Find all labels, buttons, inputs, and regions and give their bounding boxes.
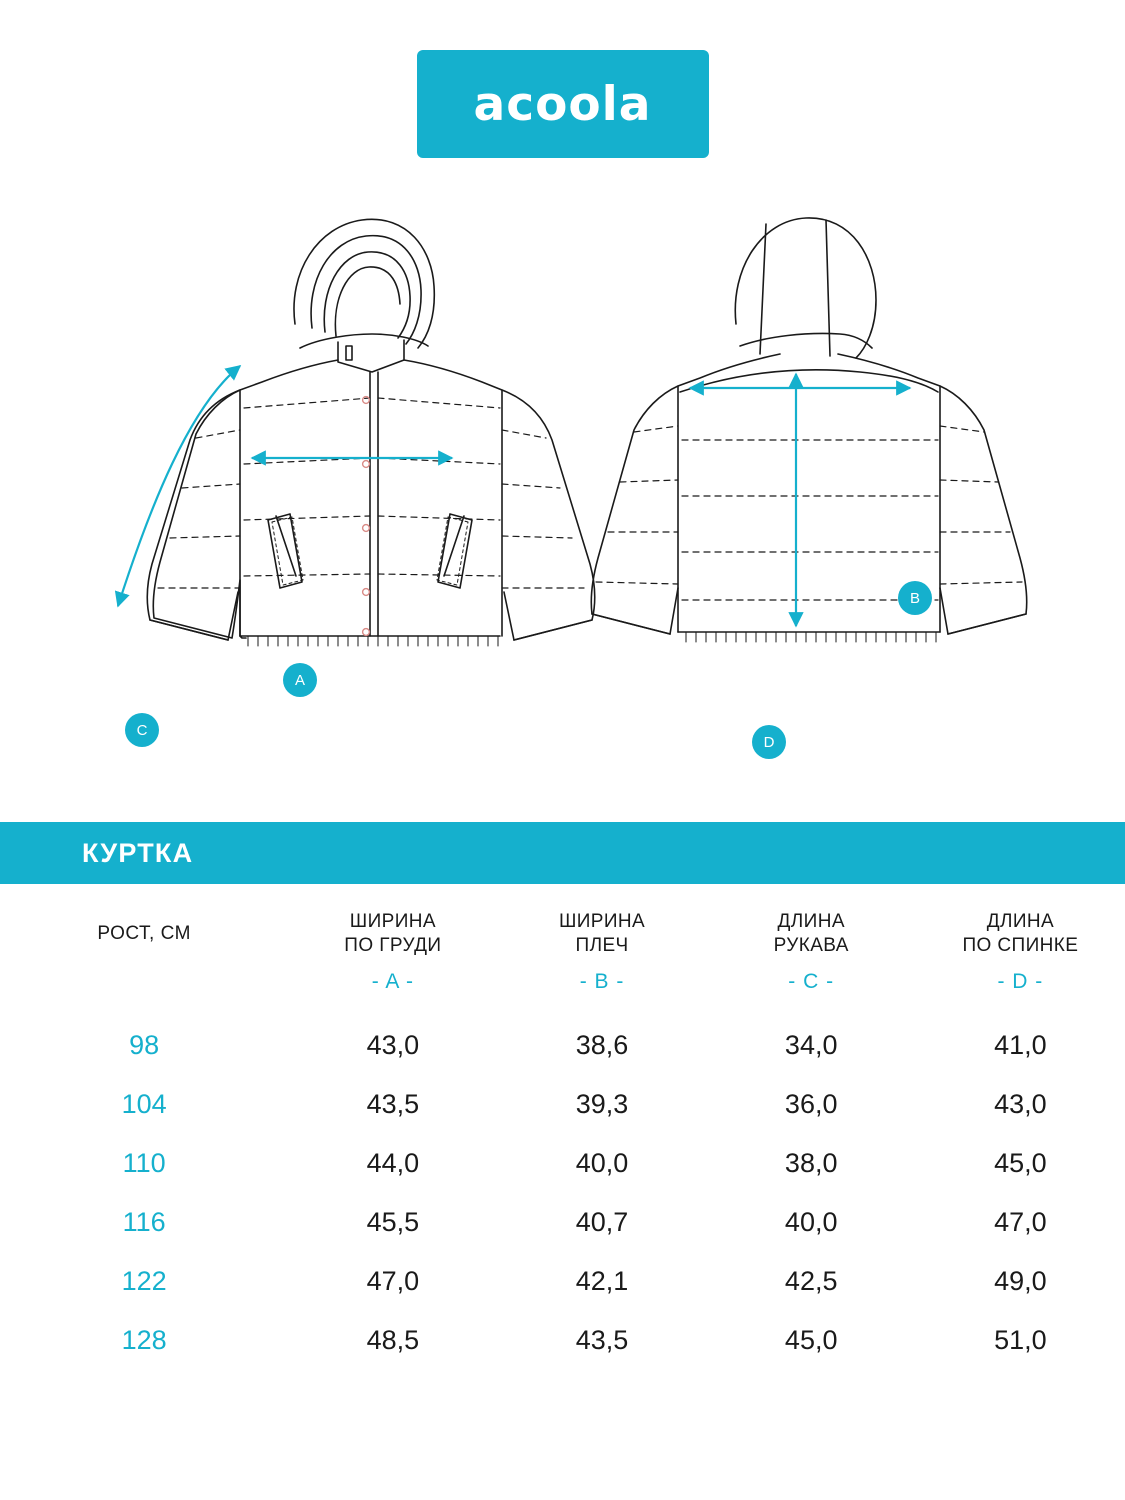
cell-sleeve-length: 34,0 <box>784 1029 838 1060</box>
column-header-chest-width <box>288 896 497 969</box>
column-header-sleeve-length <box>707 896 916 969</box>
cell-chest-width: 44,0 <box>366 1147 420 1178</box>
table-letters-row <box>0 969 1125 1016</box>
cell-back-length: 41,0 <box>994 1029 1047 1060</box>
cell-shoulder-width: 38,6 <box>575 1029 629 1060</box>
cell-chest-width: 43,5 <box>366 1088 420 1119</box>
cell-size: 98 <box>129 1029 160 1060</box>
cell-chest-width: 47,0 <box>366 1265 420 1296</box>
letter-cell-empty <box>0 969 288 1016</box>
column-header-back-length-line1: ДЛИНА <box>986 911 1055 932</box>
cell-back-length: 45,0 <box>994 1147 1047 1178</box>
page-title: КУРТКА <box>82 837 194 868</box>
column-header-chest-width-line2: ПО ГРУДИ <box>344 935 442 957</box>
table-header-row <box>0 896 1125 969</box>
table-row <box>0 1311 1125 1370</box>
column-header-chest-width-line1: ШИРИНА <box>349 911 436 932</box>
cell-shoulder-width: 43,5 <box>575 1324 629 1355</box>
cell-sleeve-length: 38,0 <box>784 1147 838 1178</box>
cell-sleeve-length: 42,5 <box>784 1265 838 1296</box>
brand-logo-text: acoola <box>473 76 652 132</box>
measure-badge-c: C <box>125 713 159 747</box>
measure-badge-a: A <box>283 663 317 697</box>
section-title-bar <box>0 822 1125 884</box>
cell-size: 110 <box>122 1147 166 1178</box>
jacket-technical-drawing <box>0 176 1125 736</box>
cell-sleeve-length: 40,0 <box>784 1206 838 1237</box>
cell-back-length: 47,0 <box>994 1206 1047 1237</box>
cell-shoulder-width: 42,1 <box>575 1265 629 1296</box>
cell-back-length: 51,0 <box>994 1324 1047 1355</box>
cell-chest-width: 43,0 <box>366 1029 420 1060</box>
measure-badge-b: B <box>898 581 932 615</box>
cell-chest-width: 45,5 <box>366 1206 420 1237</box>
cell-sleeve-length: 36,0 <box>784 1088 838 1119</box>
cell-size: 116 <box>122 1206 166 1237</box>
column-header-sleeve-length-line1: ДЛИНА <box>777 911 845 932</box>
column-header-shoulder-width <box>497 896 706 969</box>
column-header-back-length <box>916 896 1125 969</box>
column-header-shoulder-width-line1: ШИРИНА <box>558 911 646 932</box>
table-row <box>0 1075 1125 1134</box>
size-table <box>0 896 1125 1370</box>
cell-size: 128 <box>121 1324 167 1355</box>
letter-cell-b: - B - <box>579 969 625 993</box>
letter-cell-d: - D - <box>997 969 1044 993</box>
logo-container <box>0 0 1125 158</box>
letter-cell-a: - A - <box>371 969 415 993</box>
column-header-height-line1: РОСТ, СМ <box>97 923 191 945</box>
table-row <box>0 1134 1125 1193</box>
brand-logo <box>417 50 709 158</box>
table-row <box>0 1252 1125 1311</box>
cell-size: 104 <box>121 1088 167 1119</box>
cell-chest-width: 48,5 <box>366 1324 420 1355</box>
column-header-shoulder-width-line2: ПЛЕЧ <box>575 935 629 957</box>
cell-shoulder-width: 40,0 <box>575 1147 629 1178</box>
cell-back-length: 43,0 <box>994 1088 1047 1119</box>
column-header-back-length-line2: ПО СПИНКЕ <box>962 935 1079 957</box>
table-row <box>0 1016 1125 1075</box>
column-header-height <box>0 896 288 969</box>
table-row <box>0 1193 1125 1252</box>
cell-back-length: 49,0 <box>994 1265 1047 1296</box>
cell-size: 122 <box>121 1265 167 1296</box>
jacket-illustration <box>0 176 1125 751</box>
letter-cell-c: - C - <box>788 969 835 993</box>
cell-shoulder-width: 40,7 <box>575 1206 629 1237</box>
cell-shoulder-width: 39,3 <box>575 1088 629 1119</box>
measure-badge-d: D <box>752 725 786 759</box>
column-header-sleeve-length-line2: РУКАВА <box>773 935 849 957</box>
cell-sleeve-length: 45,0 <box>784 1324 838 1355</box>
